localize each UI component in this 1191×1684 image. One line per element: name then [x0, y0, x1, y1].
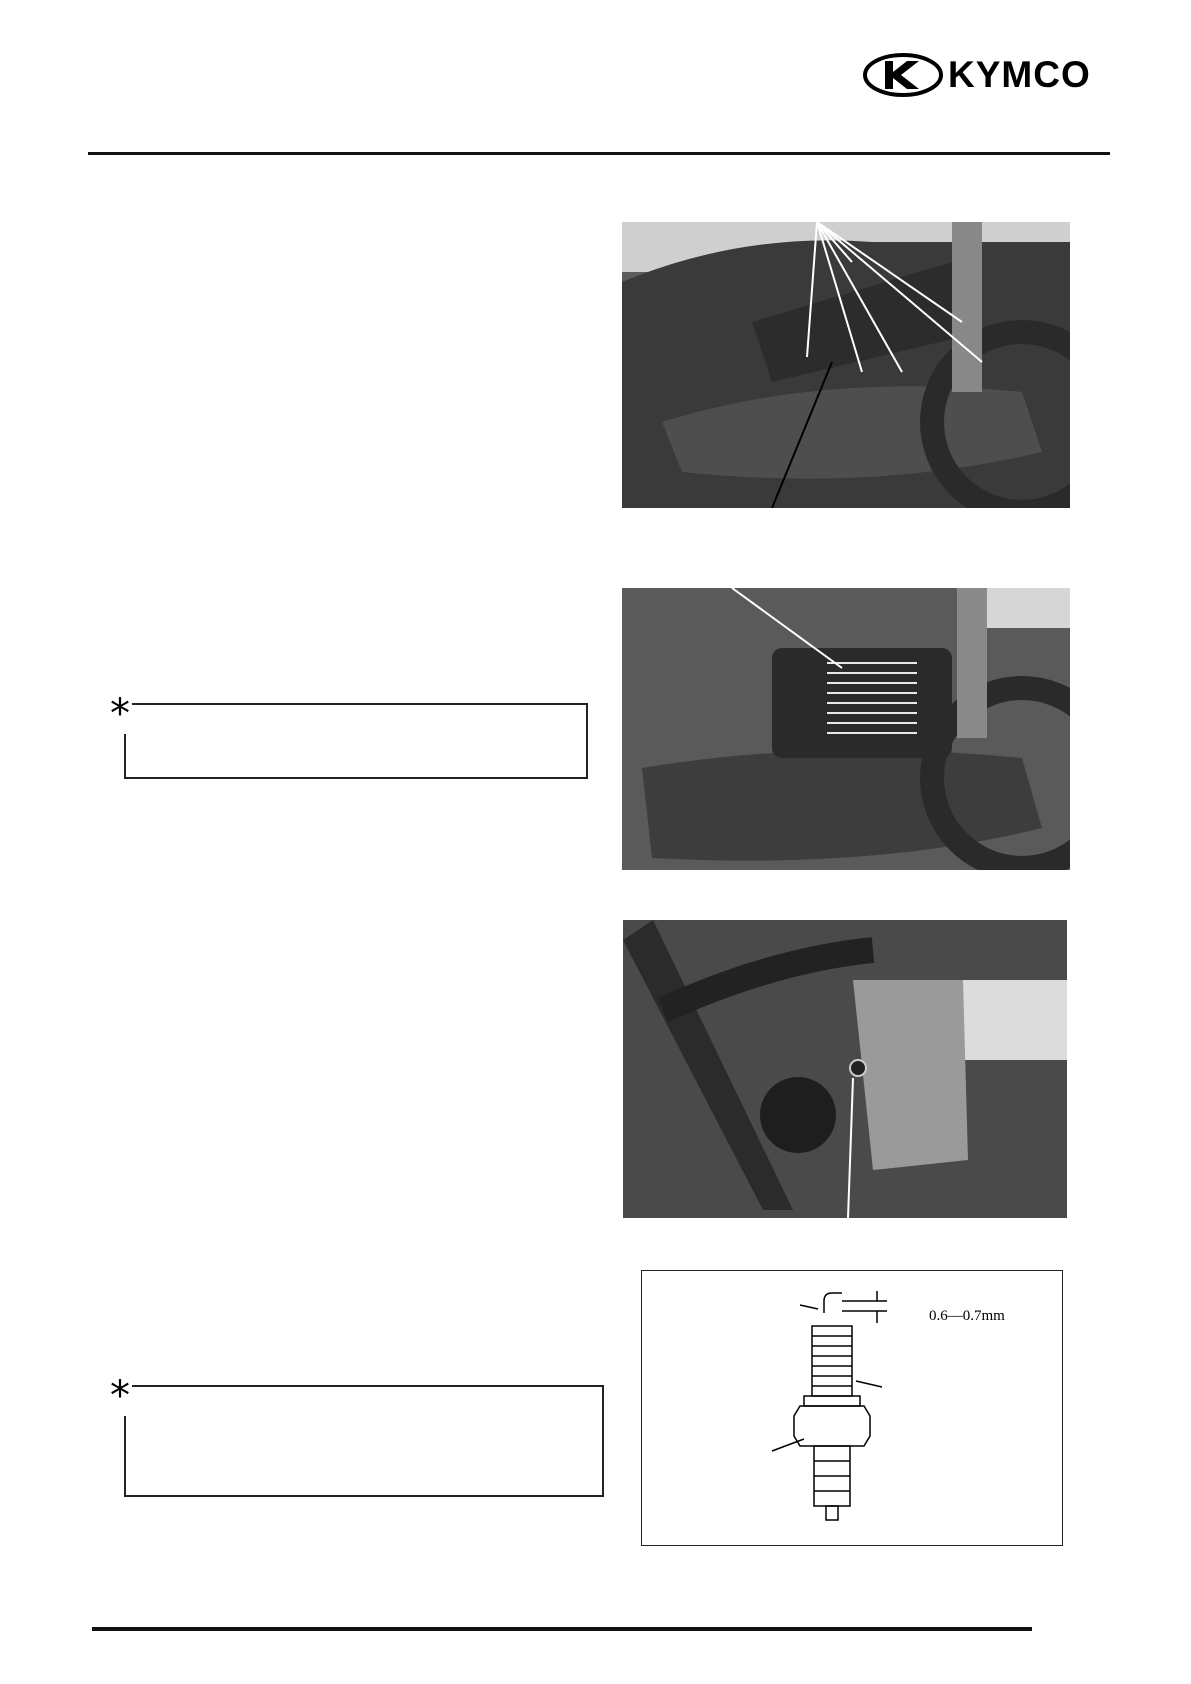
- gap-spec-label: 0.6—0.7mm: [929, 1308, 1005, 1324]
- note-asterisk-icon: *: [110, 691, 130, 737]
- header-rule: [88, 152, 1110, 155]
- footer-rule: [92, 1627, 1032, 1631]
- note-asterisk-icon: *: [110, 1373, 130, 1419]
- spark-plug-location-photo: [623, 920, 1067, 1218]
- note-box: [124, 1385, 604, 1497]
- brand-wordmark: KYMCO: [948, 54, 1091, 95]
- air-cleaner-cover-photo: [622, 222, 1070, 508]
- air-cleaner-element-photo: [622, 588, 1070, 870]
- note-box: [124, 703, 588, 779]
